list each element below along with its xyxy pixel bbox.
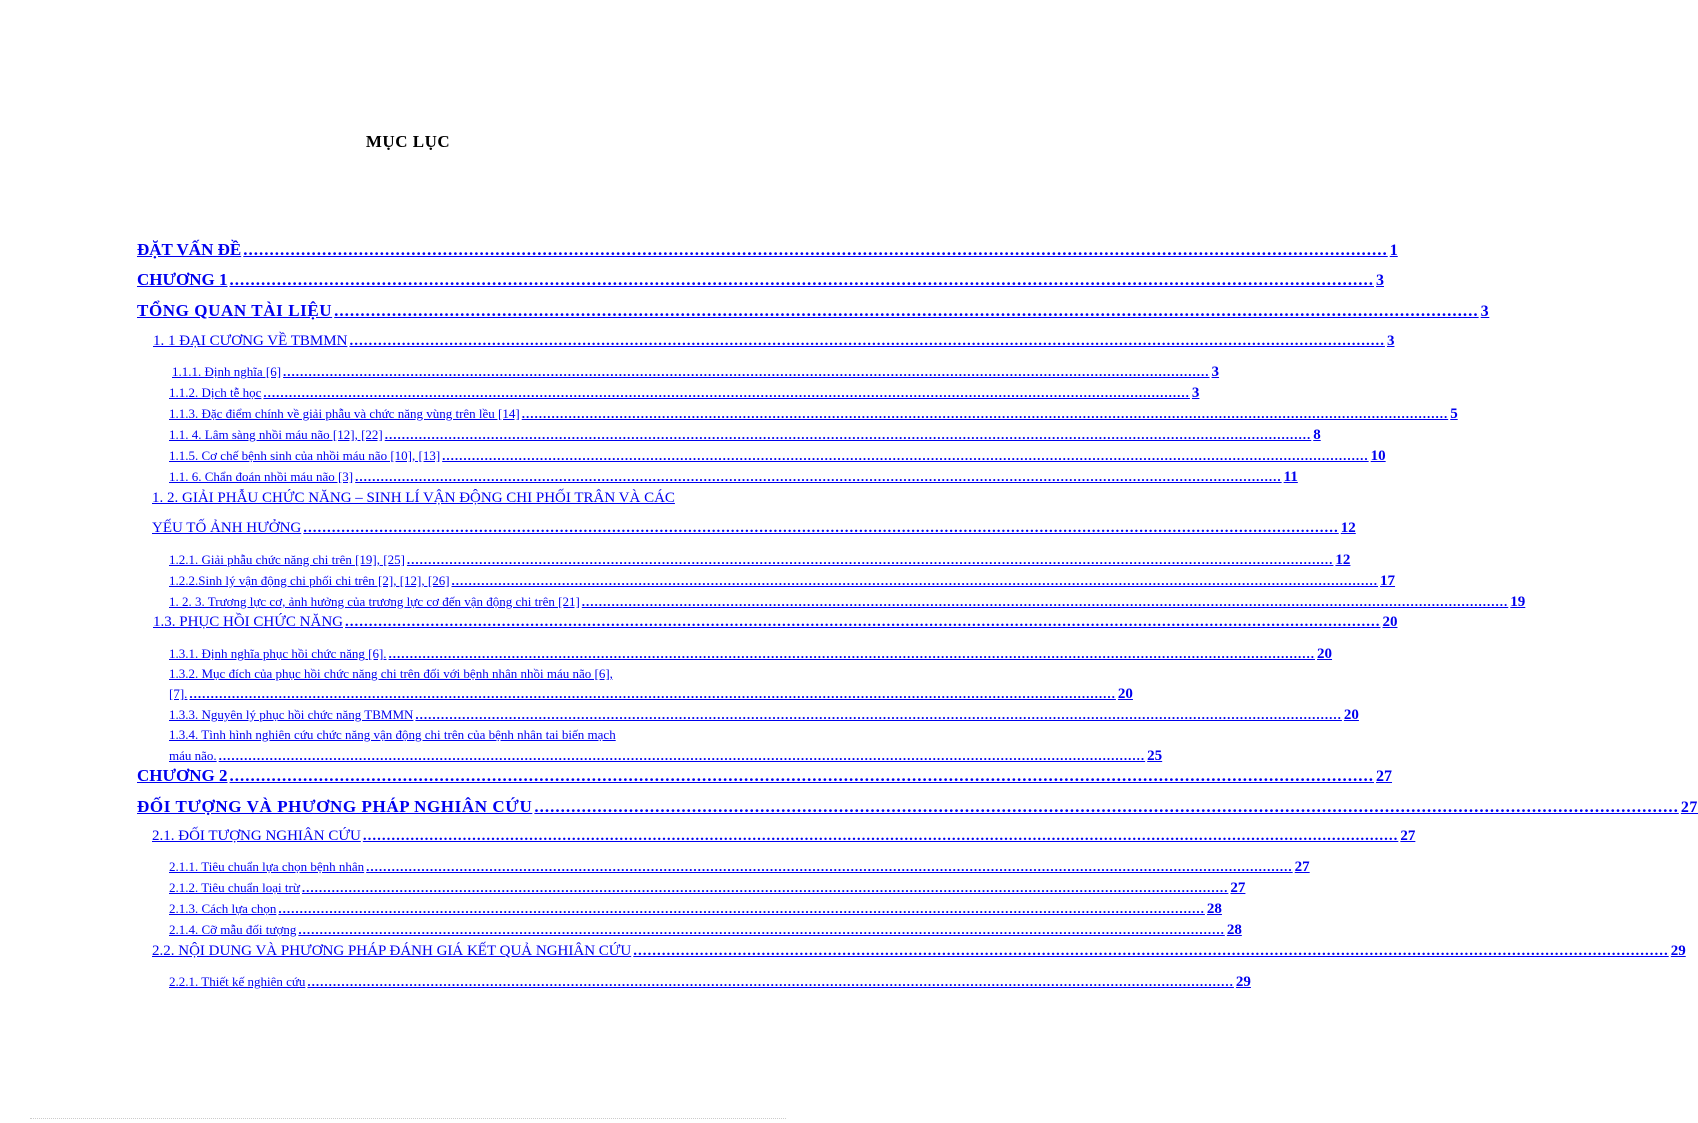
toc-leader: .......................................................................................................................................................................................................................... [366,859,1293,874]
toc-leader: .......................................................................................................................................................................................................................... [334,301,1479,320]
toc-page-number: 3 [1386,333,1395,349]
toc-entry-1-2-1[interactable] [169,552,1351,569]
toc-entry-label: 2.1.1. Tiêu chuẩn lựa chọn bệnh nhân [169,859,365,874]
toc-entry-1-1-3[interactable] [169,406,1458,423]
toc-entry-label: YẾU TỐ ẢNH HƯỞNG [152,520,302,536]
toc-page-number: 20 [1317,646,1333,662]
toc-entry-chuong-2[interactable] [137,766,1393,786]
toc-leader: .......................................................................................................................................................................................................................... [451,573,1379,588]
toc-entry-2-2[interactable] [152,943,1686,960]
toc-leader: .......................................................................................................................................................................................................................... [263,385,1190,400]
toc-page-number: 29 [1670,943,1686,959]
toc-leader: .......................................................................................................................................................................................................................... [283,364,1210,379]
toc-page-number: 3 [1376,272,1385,289]
toc-page-number: 20 [1382,614,1398,630]
toc-leader: .......................................................................................................................................................................................................................... [384,427,1312,442]
toc-entry-dat-van-de[interactable] [137,240,1398,260]
toc-leader: .......................................................................................................................................................................................................................... [243,240,1388,259]
toc-entry-1-1-6[interactable] [169,469,1298,486]
toc-entry-label: 2.1. ĐỐI TƯỢNG NGHIÂN CỨU [152,828,361,844]
toc-entry-label: 2.1.2. Tiêu chuẩn loại trừ [169,880,300,895]
toc-entry-2-1-2[interactable] [169,880,1246,897]
toc-entry-label: 2.1.3. Cách lựa chọn [169,901,277,916]
toc-leader: .......................................................................................................................................................................................................................... [534,797,1679,816]
toc-leader: .......................................................................................................................................................................................................................... [388,646,1316,661]
toc-entry-chuong-1[interactable] [137,270,1385,290]
toc-leader: .......................................................................................................................................................................................................................... [229,270,1375,289]
toc-entry-1-3-2[interactable] [169,686,1133,703]
toc-leader: .......................................................................................................................................................................................................................... [521,406,1449,421]
toc-entry-2-2-1[interactable] [169,974,1251,991]
toc-entry-1-2-line1[interactable]: 1. 2. GIẢI PHẪU CHỨC NĂNG – SINH LÍ VẬN ĐỘNG CHI PHỐI TRÂN VÀ CÁC [152,490,675,506]
toc-entry-label: 1.2.2.Sinh lý vận động chi phối chi trên [2], [12], [26] [169,573,450,588]
toc-entry-label: 1.1. 6. Chẩn đoán nhồi máu não [3] [169,469,354,484]
toc-entry-doi-tuong-va-phuong-phap[interactable] [137,797,1698,817]
toc-entry-1-3-1[interactable] [169,646,1333,663]
toc-entry-label: CHƯƠNG 1 [137,270,228,289]
toc-leader: .......................................................................................................................................................................................................................... [229,766,1375,785]
toc-page-number: 12 [1335,552,1351,568]
toc-entry-label: TỔNG QUAN TÀI LIỆU [137,301,333,320]
toc-entry-1-1[interactable] [153,333,1395,350]
toc-leader: .......................................................................................................................................................................................................................... [581,594,1509,609]
toc-page-number: 27 [1400,828,1416,844]
toc-leader: .......................................................................................................................................................................................................................... [355,469,1282,484]
toc-page-number: 28 [1206,901,1222,917]
toc-entry-1-1-4[interactable] [169,427,1321,444]
toc-leader: .......................................................................................................................................................................................................................... [442,448,1369,463]
toc-page-number: 25 [1147,748,1163,764]
toc-leader: .......................................................................................................................................................................................................................... [301,880,1229,895]
toc-entry-label: 1.1. 4. Lâm sàng nhồi máu não [12], [22] [169,427,383,442]
toc-entry-2-1-3[interactable] [169,901,1222,918]
toc-entry-tong-quan-tai-lieu[interactable] [137,301,1490,321]
toc-entry-1-3-3[interactable] [169,707,1359,724]
toc-entry-label: ĐỐI TƯỢNG VÀ PHƯƠNG PHÁP NGHIÂN CỨU [137,797,533,816]
toc-page-number: 29 [1235,974,1251,990]
toc-leader: .......................................................................................................................................................................................................................... [344,614,1381,630]
toc-entry-label: 1.1.2. Dịch tễ học [169,385,262,400]
toc-page-number: 12 [1340,520,1356,536]
toc-page-number: 8 [1313,427,1321,443]
toc-entry-label: 1.2.1. Giải phẫu chức năng chi trên [19], [25] [169,552,405,567]
toc-page-number: 11 [1283,469,1298,485]
toc-entry-1-3[interactable] [153,614,1398,631]
toc-entry-1-1-1[interactable] [172,364,1220,381]
toc-entry-label: 1.3. PHỤC HỒI CHỨC NĂNG [153,614,343,630]
toc-entry-label: CHƯƠNG 2 [137,766,228,785]
toc-leader: .......................................................................................................................................................................................................................... [307,974,1234,989]
toc-page-number: 3 [1480,303,1490,320]
toc-entry-1-3-4[interactable] [169,748,1163,765]
toc-leader: .......................................................................................................................................................................................................................... [362,828,1399,844]
toc-leader: .......................................................................................................................................................................................................................... [298,922,1225,937]
toc-entry-2-1[interactable] [152,828,1416,845]
page-title: MỤC LỤC [365,132,451,151]
toc-page-number: 27 [1294,859,1310,875]
toc-entry-1-2-2[interactable] [169,573,1396,590]
toc-page-number: 20 [1117,686,1133,702]
toc-page-number: 10 [1370,448,1386,464]
toc-leader: .......................................................................................................................................................................................................................... [349,333,1385,349]
toc-entry-1-1-5[interactable] [169,448,1386,465]
toc-entry-label: 1. 1 ĐẠI CƯƠNG VỀ TBMMN [153,333,348,349]
toc-entry-label: 1.3.1. Định nghĩa phục hồi chức năng [6]. [169,646,387,661]
toc-entry-2-1-1[interactable] [169,859,1310,876]
toc-page-number: 27 [1680,799,1698,816]
toc-leader: .......................................................................................................................................................................................................................... [218,748,1146,763]
toc-page-number: 27 [1230,880,1246,896]
toc-entry-1-3-4-line1[interactable]: 1.3.4. Tình hình nghiên cứu chức năng vận động chi trên của bệnh nhân tai biến mạch [169,727,616,742]
toc-entry-label: 2.2.1. Thiết kế nghiên cứu [169,974,306,989]
toc-entry-label: [7]. [169,686,188,701]
toc-page-number: 17 [1380,573,1396,589]
toc-entry-label: 1.1.5. Cơ chế bệnh sinh của nhồi máu não [10], [13] [169,448,441,463]
toc-page-number: 3 [1211,364,1220,380]
toc-entry-label: máu não. [169,748,217,763]
toc-page-number: 5 [1450,406,1458,422]
toc-page-number: 27 [1376,768,1393,785]
toc-leader: .......................................................................................................................................................................................................................... [278,901,1205,916]
toc-entry-label: ĐẶT VẤN ĐỀ [137,240,242,259]
toc-entry-1-3-2-line1[interactable]: 1.3.2. Mục đích của phục hồi chức năng chi trên đối với bệnh nhân nhồi máu não [6], [169,666,613,681]
toc-leader: .......................................................................................................................................................................................................................... [303,520,1339,536]
toc-entry-2-1-4[interactable] [169,922,1242,939]
page-bottom-divider [30,1118,786,1120]
toc-leader: .......................................................................................................................................................................................................................... [189,686,1116,701]
toc-entry-label: 1.3.3. Nguyên lý phục hồi chức năng TBMMN [169,707,414,722]
toc-leader: .......................................................................................................................................................................................................................... [406,552,1334,567]
toc-entry-label: 1.1.3. Đặc điểm chính về giải phẫu và chức năng vùng trên lều [14] [169,406,520,421]
toc-entry-1-2-3[interactable] [169,594,1526,611]
toc-entry-1-1-2[interactable] [169,385,1200,402]
toc-page-number: 28 [1226,922,1242,938]
toc-leader: .......................................................................................................................................................................................................................... [633,943,1669,959]
toc-page-number: 19 [1510,594,1526,610]
toc-entry-1-2[interactable] [152,520,1356,537]
toc-page-number: 3 [1191,385,1200,401]
toc-leader: .......................................................................................................................................................................................................................... [415,707,1342,722]
toc-page-number: 1 [1389,242,1398,259]
toc-entry-label: 2.1.4. Cỡ mẫu đối tượng [169,922,297,937]
toc-page-number: 20 [1343,707,1359,723]
toc-entry-label: 1.1.1. Định nghĩa [6] [172,364,282,379]
toc-entry-label: 1. 2. 3. Trương lực cơ, ảnh hưởng của trương lực cơ đến vận động chi trên [21] [169,594,580,609]
toc-entry-label: 2.2. NỘI DUNG VÀ PHƯƠNG PHÁP ĐÁNH GIÁ KẾT QUẢ NGHIÂN CỨU [152,943,632,959]
